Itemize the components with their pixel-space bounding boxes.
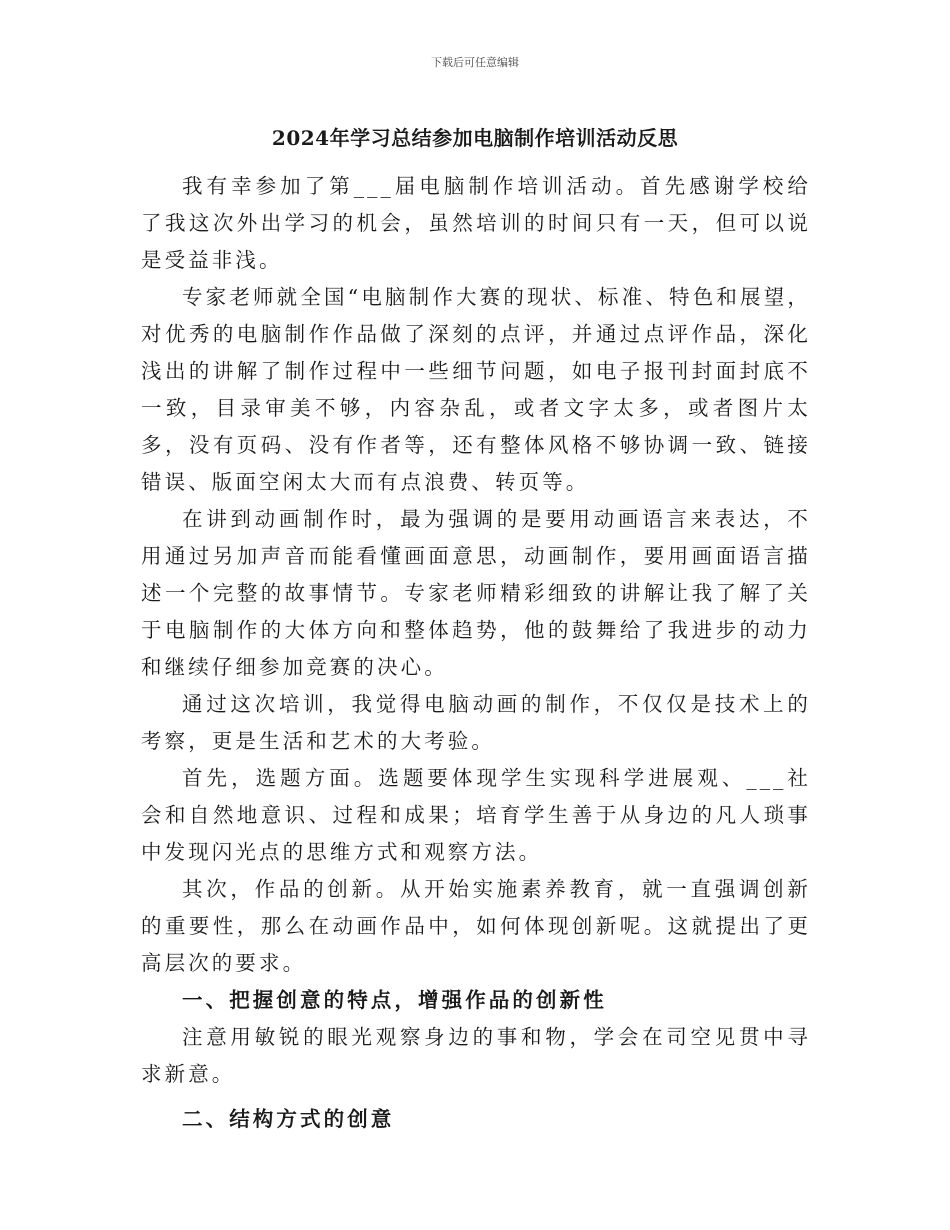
paragraph-section-1: 注意用敏锐的眼光观察身边的事和物，学会在司空见贯中寻求新意。 <box>141 1025 811 1086</box>
section-heading-1: 一、把握创意的特点，增强作品的创新性 <box>182 988 607 1012</box>
paragraph-intro: 我有幸参加了第___届电脑制作培训活动。首先感谢学校给了我这次外出学习的机会，虽然培训的时间只有一天，但可以说是受益非浅。 <box>141 174 811 272</box>
paragraph-expert-review: 专家老师就全国“电脑制作大赛的现状、标准、特色和展望，对优秀的电脑制作作品做了深刻的点评，并通过点评作品，深化浅出的讲解了制作过程中一些细节问题，如电子报刊封面封底不一致，目录审美不够，内容杂乱，或者文字太多，或者图片太多，没有页码、没有作者等，还有整体风格不够协调一致、链接错误、版面空闲太大而有点浪费、转页等。 <box>141 285 811 494</box>
paragraph-animation: 在讲到动画制作时，最为强调的是要用动画语言来表达，不用通过另加声音而能看懂画面意思，动画制作，要用画面语言描述一个完整的故事情节。专家老师精彩细致的讲解让我了解了关于电脑制作的大体方向和整体趋势，他的鼓舞给了我进步的动力和继续仔细参加竞赛的决心。 <box>141 507 811 679</box>
header-note: 下载后可任意编辑 <box>431 56 519 69</box>
paragraph-training-reflection: 通过这次培训，我觉得电脑动画的制作，不仅仅是技术上的考察，更是生活和艺术的大考验。 <box>141 692 811 753</box>
document-title: 2024年学习总结参加电脑制作培训活动反思 <box>271 126 679 150</box>
section-heading-2: 二、结构方式的创意 <box>182 1107 395 1131</box>
paragraph-innovation: 其次，作品的创新。从开始实施素养教育，就一直强调创新的重要性，那么在动画作品中，如何体现创新呢。这就提出了更高层次的要求。 <box>141 877 811 975</box>
document-body <box>141 168 811 1138</box>
paragraph-topic-selection: 首先，选题方面。选题要体现学生实现科学进展观、___社会和自然地意识、过程和成果；培育学生善于从身边的凡人琐事中发现闪光点的思维方式和观察方法。 <box>141 766 811 864</box>
